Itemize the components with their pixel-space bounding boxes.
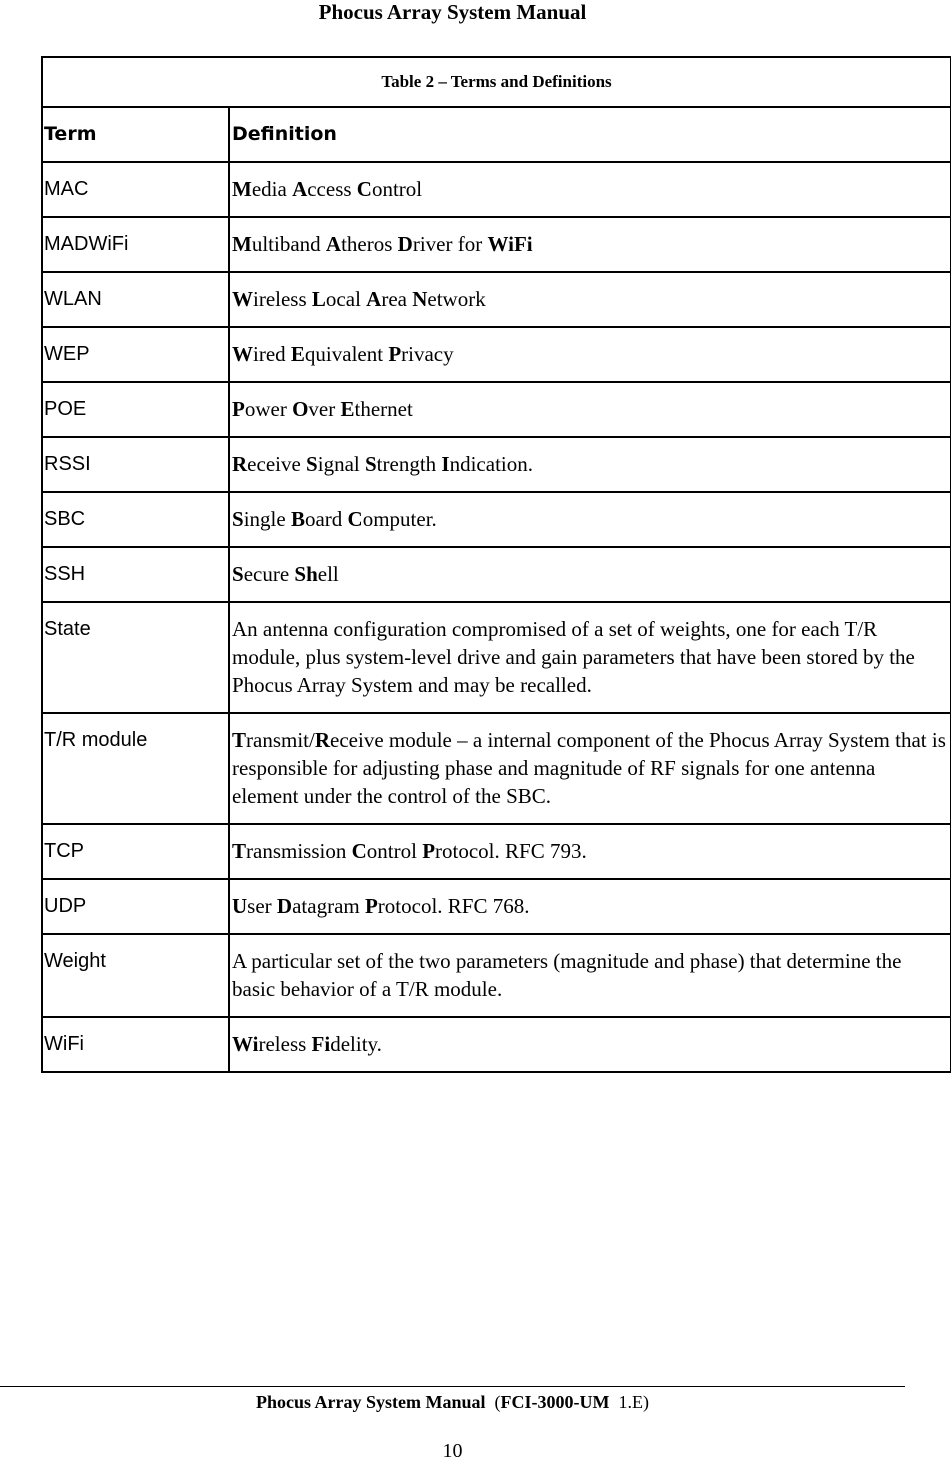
definition-word: Wired (232, 342, 286, 366)
definition-cell (230, 493, 950, 546)
definition-cell (230, 548, 950, 601)
definition-word: Wireless (232, 1032, 307, 1056)
definition-word: Datagram (276, 894, 360, 918)
page-header-title: Phocus Array System Manual (318, 0, 587, 24)
table-row (42, 162, 951, 217)
definition-cell (230, 714, 950, 823)
definition-cell (230, 880, 950, 933)
definition-word: Local (311, 287, 361, 311)
definition-cell: A particular set of the two parameters (magnitude and phase) that determine the basic behavior of a T/R module. (232, 949, 902, 1001)
definition-word: Over (292, 397, 336, 421)
table-caption: Table 2 – Terms and Definitions (42, 57, 951, 107)
definition-word: Media (232, 177, 287, 201)
term-cell: WLAN (44, 288, 102, 310)
table-row (42, 602, 951, 713)
footer-manual-reference: Phocus Array System Manual (FCI-3000-UM 1.E) (256, 1392, 649, 1412)
definition-cell (230, 825, 950, 878)
definition-word: Driver (397, 232, 453, 256)
table-row (42, 1017, 951, 1072)
definition-cell (230, 1018, 950, 1071)
term-cell: State (44, 618, 91, 640)
definition-word: Transmit/ (232, 728, 315, 752)
definition-word: Shell (294, 562, 339, 586)
term-cell: Weight (44, 950, 106, 972)
definition-word: Strength (364, 452, 437, 476)
definition-word: Atheros (325, 232, 393, 256)
definition-word: Fidelity. (311, 1032, 382, 1056)
column-header-term: Term (44, 123, 97, 145)
table-row (42, 217, 951, 272)
table-row (42, 879, 951, 934)
footer-manual-name: Phocus Array System Manual (256, 1392, 486, 1412)
terms-definitions-table (41, 56, 951, 1073)
term-cell: SBC (44, 508, 86, 530)
definition-cell (230, 163, 950, 216)
definition-word: Protocol. RFC 768. (364, 894, 530, 918)
term-cell: POE (44, 398, 87, 420)
term-cell: T/R module (44, 729, 148, 751)
definition-word: Transmission (232, 839, 347, 863)
term-cell: WiFi (44, 1033, 84, 1055)
table-row (42, 272, 951, 327)
definition-word: Receive (232, 452, 301, 476)
term-cell: MADWiFi (44, 233, 129, 255)
table-row (42, 382, 951, 437)
term-cell: SSH (44, 563, 86, 585)
footer-divider (0, 1386, 905, 1387)
table-header-row (42, 107, 951, 162)
table-row (42, 824, 951, 879)
definition-word: Privacy (388, 342, 454, 366)
term-cell: WEP (44, 343, 90, 365)
definition-word: Indication. (441, 452, 533, 476)
table-row (42, 437, 951, 492)
definition-word: Network (412, 287, 486, 311)
definition-word: Area (366, 287, 407, 311)
term-cell: MAC (44, 178, 89, 200)
definition-word: Power (232, 397, 287, 421)
definition-word: Board (290, 507, 343, 531)
definition-word: Control (351, 839, 417, 863)
definition-word: WiFi (487, 232, 533, 256)
term-cell: TCP (44, 840, 84, 862)
footer-doc-code: FCI-3000-UM (500, 1392, 610, 1412)
definition-word: Wireless (232, 287, 307, 311)
footer-revision: 1.E (618, 1392, 643, 1412)
term-cell: UDP (44, 895, 87, 917)
definition-cell (230, 438, 950, 491)
definition-word: Receive module – a internal component of the Phocus Array System that is responsible for adjusting phase and magnitude of RF signals for one antenna element under the control of the SBC. (232, 728, 946, 808)
definition-word: User (232, 894, 272, 918)
table-row (42, 713, 951, 824)
definition-cell (230, 383, 950, 436)
table-row (42, 327, 951, 382)
definition-cell: An antenna configuration compromised of a set of weights, one for each T/R module, plus system-level drive and gain parameters that have been stored by the Phocus Array System and may be recalled. (232, 617, 915, 697)
definition-word: Signal (306, 452, 360, 476)
table-row (42, 492, 951, 547)
page-number: 10 (442, 1440, 463, 1462)
definition-cell (230, 273, 950, 326)
definition-word: Computer. (347, 507, 437, 531)
table-row (42, 547, 951, 602)
term-cell: RSSI (44, 453, 91, 475)
definition-word: Single (232, 507, 286, 531)
column-header-definition: Definition (232, 123, 337, 145)
definition-cell (230, 328, 950, 381)
definition-word: Ethernet (340, 397, 413, 421)
definition-word: Protocol. RFC 793. (422, 839, 587, 863)
definition-word: Multiband (232, 232, 321, 256)
definition-cell (230, 218, 950, 271)
definition-word: Control (356, 177, 423, 201)
definition-word: Equivalent (290, 342, 384, 366)
definition-word: Access (292, 177, 352, 201)
table-caption-row (42, 57, 951, 107)
table-row (42, 934, 951, 1017)
definition-word: Secure (232, 562, 290, 586)
definition-word: for (457, 232, 483, 256)
